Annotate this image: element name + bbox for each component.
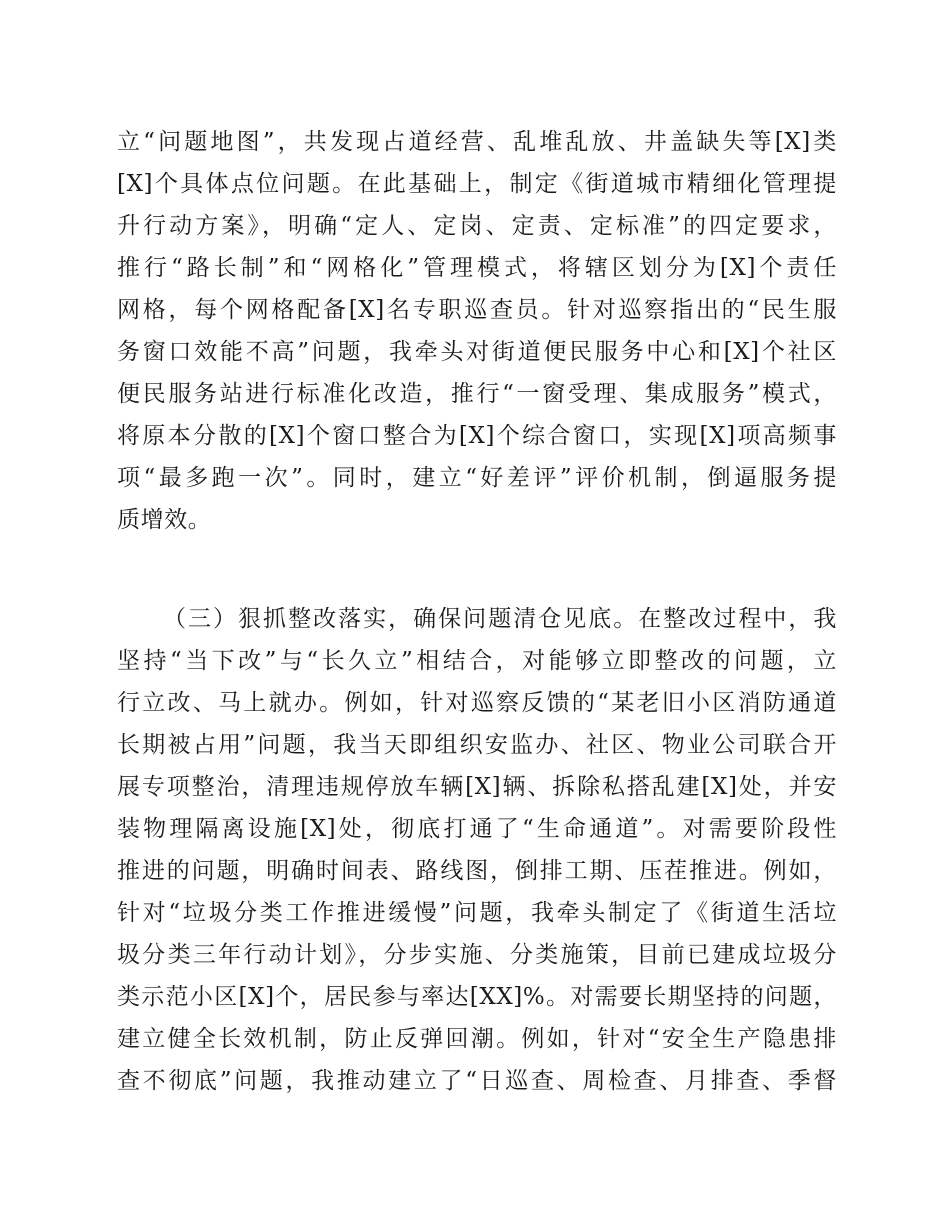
text-line: 装物理隔离设施[X]处，彻底打通了“生命通道”。对需要阶段性 [117,816,837,842]
text-line: 升行动方案》，明确“定人、定岗、定责、定标准”的四定要求， [117,213,837,239]
text-line: 圾分类三年行动计划》，分步实施、分类施策，目前已建成垃圾分 [117,942,837,968]
text-line: 务窗口效能不高”问题，我牵头对街道便民服务中心和[X]个社区 [117,339,837,365]
text-line: 建立健全长效机制，防止反弹回潮。例如，针对“安全生产隐患排 [117,1026,837,1052]
text-line: 查不彻底”问题，我推动建立了“日巡查、周检查、月排查、季督 [117,1068,837,1094]
text-line: 针对“垃圾分类工作推进缓慢”问题，我牵头制定了《街道生活垃 [117,900,837,926]
text-line: 展专项整治，清理违规停放车辆[X]辆、拆除私搭乱建[X]处，并安 [117,774,837,800]
text-line: 推进的问题，明确时间表、路线图，倒排工期、压茬推进。例如， [117,858,837,884]
text-line: 将原本分散的[X]个窗口整合为[X]个综合窗口，实现[X]项高频事 [117,423,837,449]
text-line: 便民服务站进行标准化改造，推行“一窗受理、集成服务”模式， [117,381,837,407]
text-line: 坚持“当下改”与“长久立”相结合，对能够立即整改的问题，立 [117,648,837,674]
text-line: 网格，每个网格配备[X]名专职巡查员。针对巡察指出的“民生服 [117,297,837,323]
text-line: [X]个具体点位问题。在此基础上，制定《街道城市精细化管理提 [117,171,837,197]
text-line: 长期被占用”问题，我当天即组织安监办、社区、物业公司联合开 [117,732,837,758]
text-line: 项“最多跑一次”。同时，建立“好差评”评价机制，倒逼服务提 [117,465,837,491]
text-line: 推行“路长制”和“网格化”管理模式，将辖区划分为[X]个责任 [117,255,837,281]
section-heading-line: （三）狠抓整改落实，确保问题清仓见底。在整改过程中，我 [163,606,837,632]
text-line: 立“问题地图”，共发现占道经营、乱堆乱放、井盖缺失等[X]类 [117,129,837,155]
text-line: 类示范小区[X]个，居民参与率达[XX]%。对需要长期坚持的问题， [117,984,837,1010]
text-line: 行立改、马上就办。例如，针对巡察反馈的“某老旧小区消防通道 [117,690,837,716]
text-line: 质增效。 [117,507,212,533]
